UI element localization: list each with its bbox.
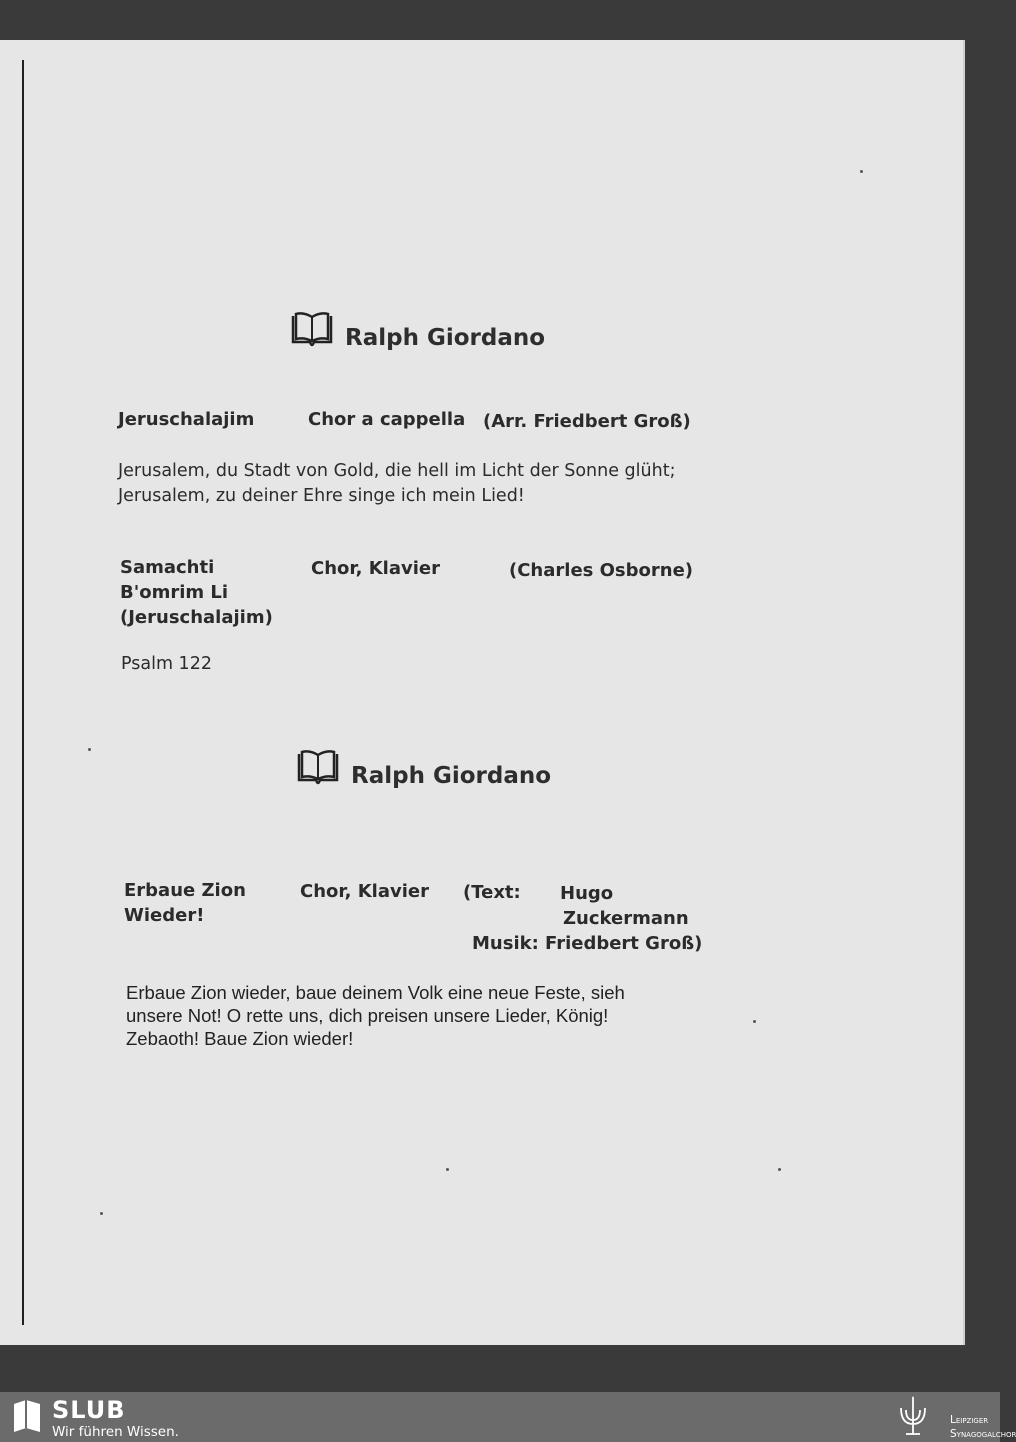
footer-partner-line: Synagogalchor xyxy=(950,1428,1016,1440)
piece-scoring: Chor, Klavier xyxy=(311,558,440,579)
section-header: Ralph Giordano xyxy=(351,763,552,789)
page-edge xyxy=(963,40,965,1345)
lyric-line: Erbaue Zion wieder, baue deinem Volk eine neue Feste, sieh xyxy=(126,982,625,1003)
lyric-line: Jerusalem, du Stadt von Gold, die hell im Licht der Sonne glüht; xyxy=(118,461,676,481)
piece-credit: Musik: Friedbert Groß) xyxy=(472,933,703,954)
lyric-line: Zebaoth! Baue Zion wieder! xyxy=(126,1028,354,1049)
piece-note: Psalm 122 xyxy=(121,654,212,674)
piece-title: (Jeruschalajim) xyxy=(120,607,273,628)
margin-line xyxy=(22,60,24,1325)
slub-book-icon xyxy=(12,1398,42,1434)
book-icon xyxy=(290,312,334,348)
lyric-line: Jerusalem, zu deiner Ehre singe ich mein Lied! xyxy=(118,486,525,506)
speck xyxy=(446,1168,449,1171)
piece-credit: (Charles Osborne) xyxy=(509,560,694,581)
menorah-icon xyxy=(896,1394,930,1438)
speck xyxy=(860,170,863,173)
footer-logo-name: SLUB xyxy=(52,1396,126,1424)
piece-title: Wieder! xyxy=(124,905,205,926)
piece-scoring: Chor, Klavier xyxy=(300,881,429,902)
speck xyxy=(778,1168,781,1171)
piece-scoring: Chor a cappella xyxy=(308,409,466,430)
section-header: Ralph Giordano xyxy=(345,325,546,351)
piece-title: Jeruschalajim xyxy=(118,409,255,430)
piece-credit: Zuckermann xyxy=(563,908,689,929)
speck xyxy=(88,748,91,751)
document-page xyxy=(0,40,963,1345)
speck xyxy=(753,1020,756,1023)
footer-tagline: Wir führen Wissen. xyxy=(52,1424,179,1440)
piece-credit: (Text: xyxy=(463,882,521,903)
book-icon xyxy=(296,750,340,786)
piece-credit: Hugo xyxy=(560,883,614,904)
piece-title: Erbaue Zion xyxy=(124,880,246,901)
piece-credit: (Arr. Friedbert Groß) xyxy=(483,411,691,432)
lyric-line: unsere Not! O rette uns, dich preisen unsere Lieder, König! xyxy=(126,1005,609,1026)
footer-partner xyxy=(950,1413,1016,1441)
piece-title: B'omrim Li xyxy=(120,582,229,603)
footer-partner-line: Leipziger xyxy=(950,1414,989,1426)
piece-title: Samachti xyxy=(120,557,215,578)
speck xyxy=(100,1212,103,1215)
